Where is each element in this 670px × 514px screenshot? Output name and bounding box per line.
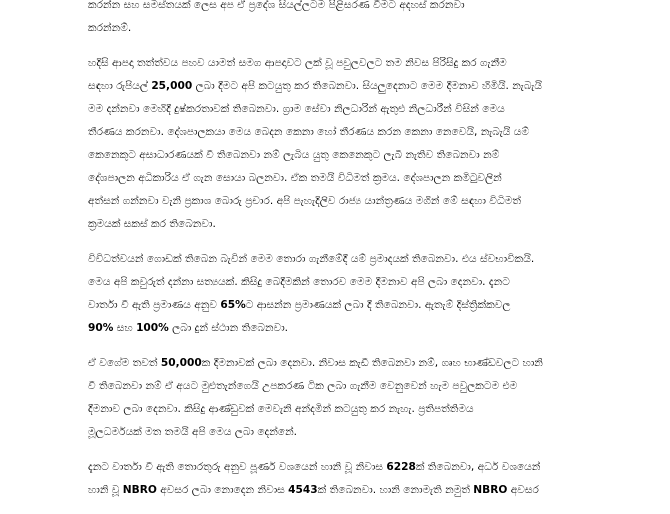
text-run: කරන්න සහ සමස්තයක් ලෙස අප ඒ ප්‍රදේශ සියල්ලටම පිළිසරණ වීමට අදහස් කරනවා <box>88 0 465 11</box>
bold-figure: 6228 <box>386 461 416 473</box>
text-line <box>88 352 582 375</box>
text-line <box>88 98 582 121</box>
text-run: ඒ වගේම තවත් <box>88 357 161 369</box>
bold-figure: 4543 <box>288 484 318 496</box>
bold-figure: 50,000 <box>160 357 202 369</box>
text-run: වාර්තා වී ඇති ප්‍රමාණය අනුව <box>88 299 221 311</box>
text-line <box>88 271 582 294</box>
text-run: කරන්නම්. <box>88 22 132 34</box>
text-run: දැනට වාර්තා වී ඇති තොරතුරු අනුව පූර්ණ වශයෙන් හානි වූ නිවාස <box>88 461 387 473</box>
text-run: ට ආසන්න ප්‍රමාණයක් ලබා දී තිබෙනවා. ඇතැම් දිස්ත්‍රික්කවල <box>245 299 511 311</box>
text-line <box>88 52 582 75</box>
paragraph <box>0 52 670 236</box>
paragraph <box>0 0 670 40</box>
text-run: ලබා දීමට අපි කටයුතු කර තිබෙනවා. සියලුදෙනාට මෙම දීමනාව හිමියි. නැබැයි <box>192 80 542 92</box>
text-run: මම දන්නවා මෙහිදී දුෂ්කරතාවක් තිබෙනවා. ග්‍රාම සේවා නිලධාරින් ඇතුළු නිලධාරීන් විසින් මෙය <box>88 103 505 115</box>
text-line <box>88 190 582 213</box>
text-line <box>88 17 582 40</box>
text-run: දේශපාලන අධිකාරිය ඒ ගැන සොයා බලනවා. ඒක තමයි විධිමත් ක්‍රමය. දේශපාලන කමිටුවලින් <box>88 172 502 184</box>
text-line <box>88 75 582 98</box>
bold-figure: 90% <box>88 322 114 334</box>
bold-figure: 100% <box>136 322 169 334</box>
text-run: සඳහා රුපියල් <box>88 80 152 92</box>
bold-figure: 25,000 <box>151 80 193 92</box>
text-run: අවසර <box>507 484 539 496</box>
text-run: ක් තිබෙනවා, අර්ධ වශයෙන් <box>415 461 541 473</box>
text-line <box>88 456 582 479</box>
bold-figure: 65% <box>220 299 246 311</box>
bold-figure: NBRO <box>122 484 157 496</box>
text-run: කෙනෙකුට අසාධාරණයක් වී තිබෙනවා නම් ලැබිය යුතු කෙනෙකුට ලැබී නැතිව තිබෙනවා නම් <box>88 149 500 161</box>
text-line <box>88 421 582 444</box>
text-run: ක්‍රමයක් සකස් කර තිබෙනවා. <box>88 218 216 230</box>
text-line <box>88 167 582 190</box>
text-run: මූලධර්මයක් මත තමයි අපි මෙය ලබා දෙන්නේ. <box>88 426 298 438</box>
paragraph <box>0 456 670 502</box>
text-run: ක් තිබෙනවා. හානි නොමැති නමුත් <box>317 484 474 496</box>
text-line <box>88 0 582 17</box>
text-line <box>88 398 582 421</box>
text-run: වී තිබෙනවා නම් ඒ අයට මුළුතැන්ගෙයි උපකරණ ටික ලබා ගැනීම වෙනුවෙන් හැම පවුලකටම එම <box>88 380 518 392</box>
text-run: මෙය අපි කවුරුත් දන්නා සත්‍යයක්. කිසිදු බෙදීමකින් තොරව මෙම දීමනාව අපි ලබා දෙනවා. දැනට <box>88 276 510 288</box>
text-line <box>88 317 582 340</box>
text-run: ක දීමනාවක් ලබා දෙනවා. නිවාස කැඩී තිබෙනවා නම්, ගෘහ භාණ්ඩවලට හානි <box>201 357 543 369</box>
text-line <box>88 248 582 271</box>
text-run: අවසර ලබා නොදෙන නිවාස <box>156 484 289 496</box>
text-line <box>88 375 582 398</box>
text-run: හානි වූ <box>88 484 123 496</box>
text-line <box>88 294 582 317</box>
text-run: අත්සන් ගන්නවා වැනි ප්‍රකාශ බොරු ප්‍රචාර. අපි පැහැදිලිව රාජ්‍ය යාන්ත්‍රණය මගින් මේ සඳහා විධිමත් <box>88 195 521 207</box>
text-run: ලබා දුන් ස්ථාන තිබෙනවා. <box>168 322 289 334</box>
text-line <box>88 144 582 167</box>
text-line <box>88 213 582 236</box>
text-line <box>88 121 582 144</box>
bold-figure: NBRO <box>473 484 508 496</box>
text-run: හදිසි ආපදා තත්ත්වය පහව යාමත් සමග ආපදාවට ලක් වූ පවුලවලට තම නිවස පිරිසිදු කර ගැනීම <box>88 57 507 69</box>
text-run: සහ <box>113 322 137 334</box>
text-run: දීමනාව ලබා දෙනවා. කිසිදු ආණ්ඩුවක් මෙවැනි අන්දමින් කටයුතු කර නැහැ. ප්‍රතිපත්තිමය <box>88 403 474 415</box>
paragraph <box>0 248 670 340</box>
text-run: විවිධත්වයන් ගොඩක් තිබෙන බැවින් මෙම තොරා ගැනීමේදී යම් ප්‍රමාදයක් තිබෙනවා. එය ස්වභාවිකයි. <box>88 253 535 265</box>
text-run: තීරණය කරනවා. දේශපාලකයා මෙය බෙදන කෙනා හෝ තීරණය කරන කෙනා නෙවෙයි, නැබැයි යම් <box>88 126 530 138</box>
paragraph <box>0 352 670 444</box>
text-line <box>88 479 582 502</box>
